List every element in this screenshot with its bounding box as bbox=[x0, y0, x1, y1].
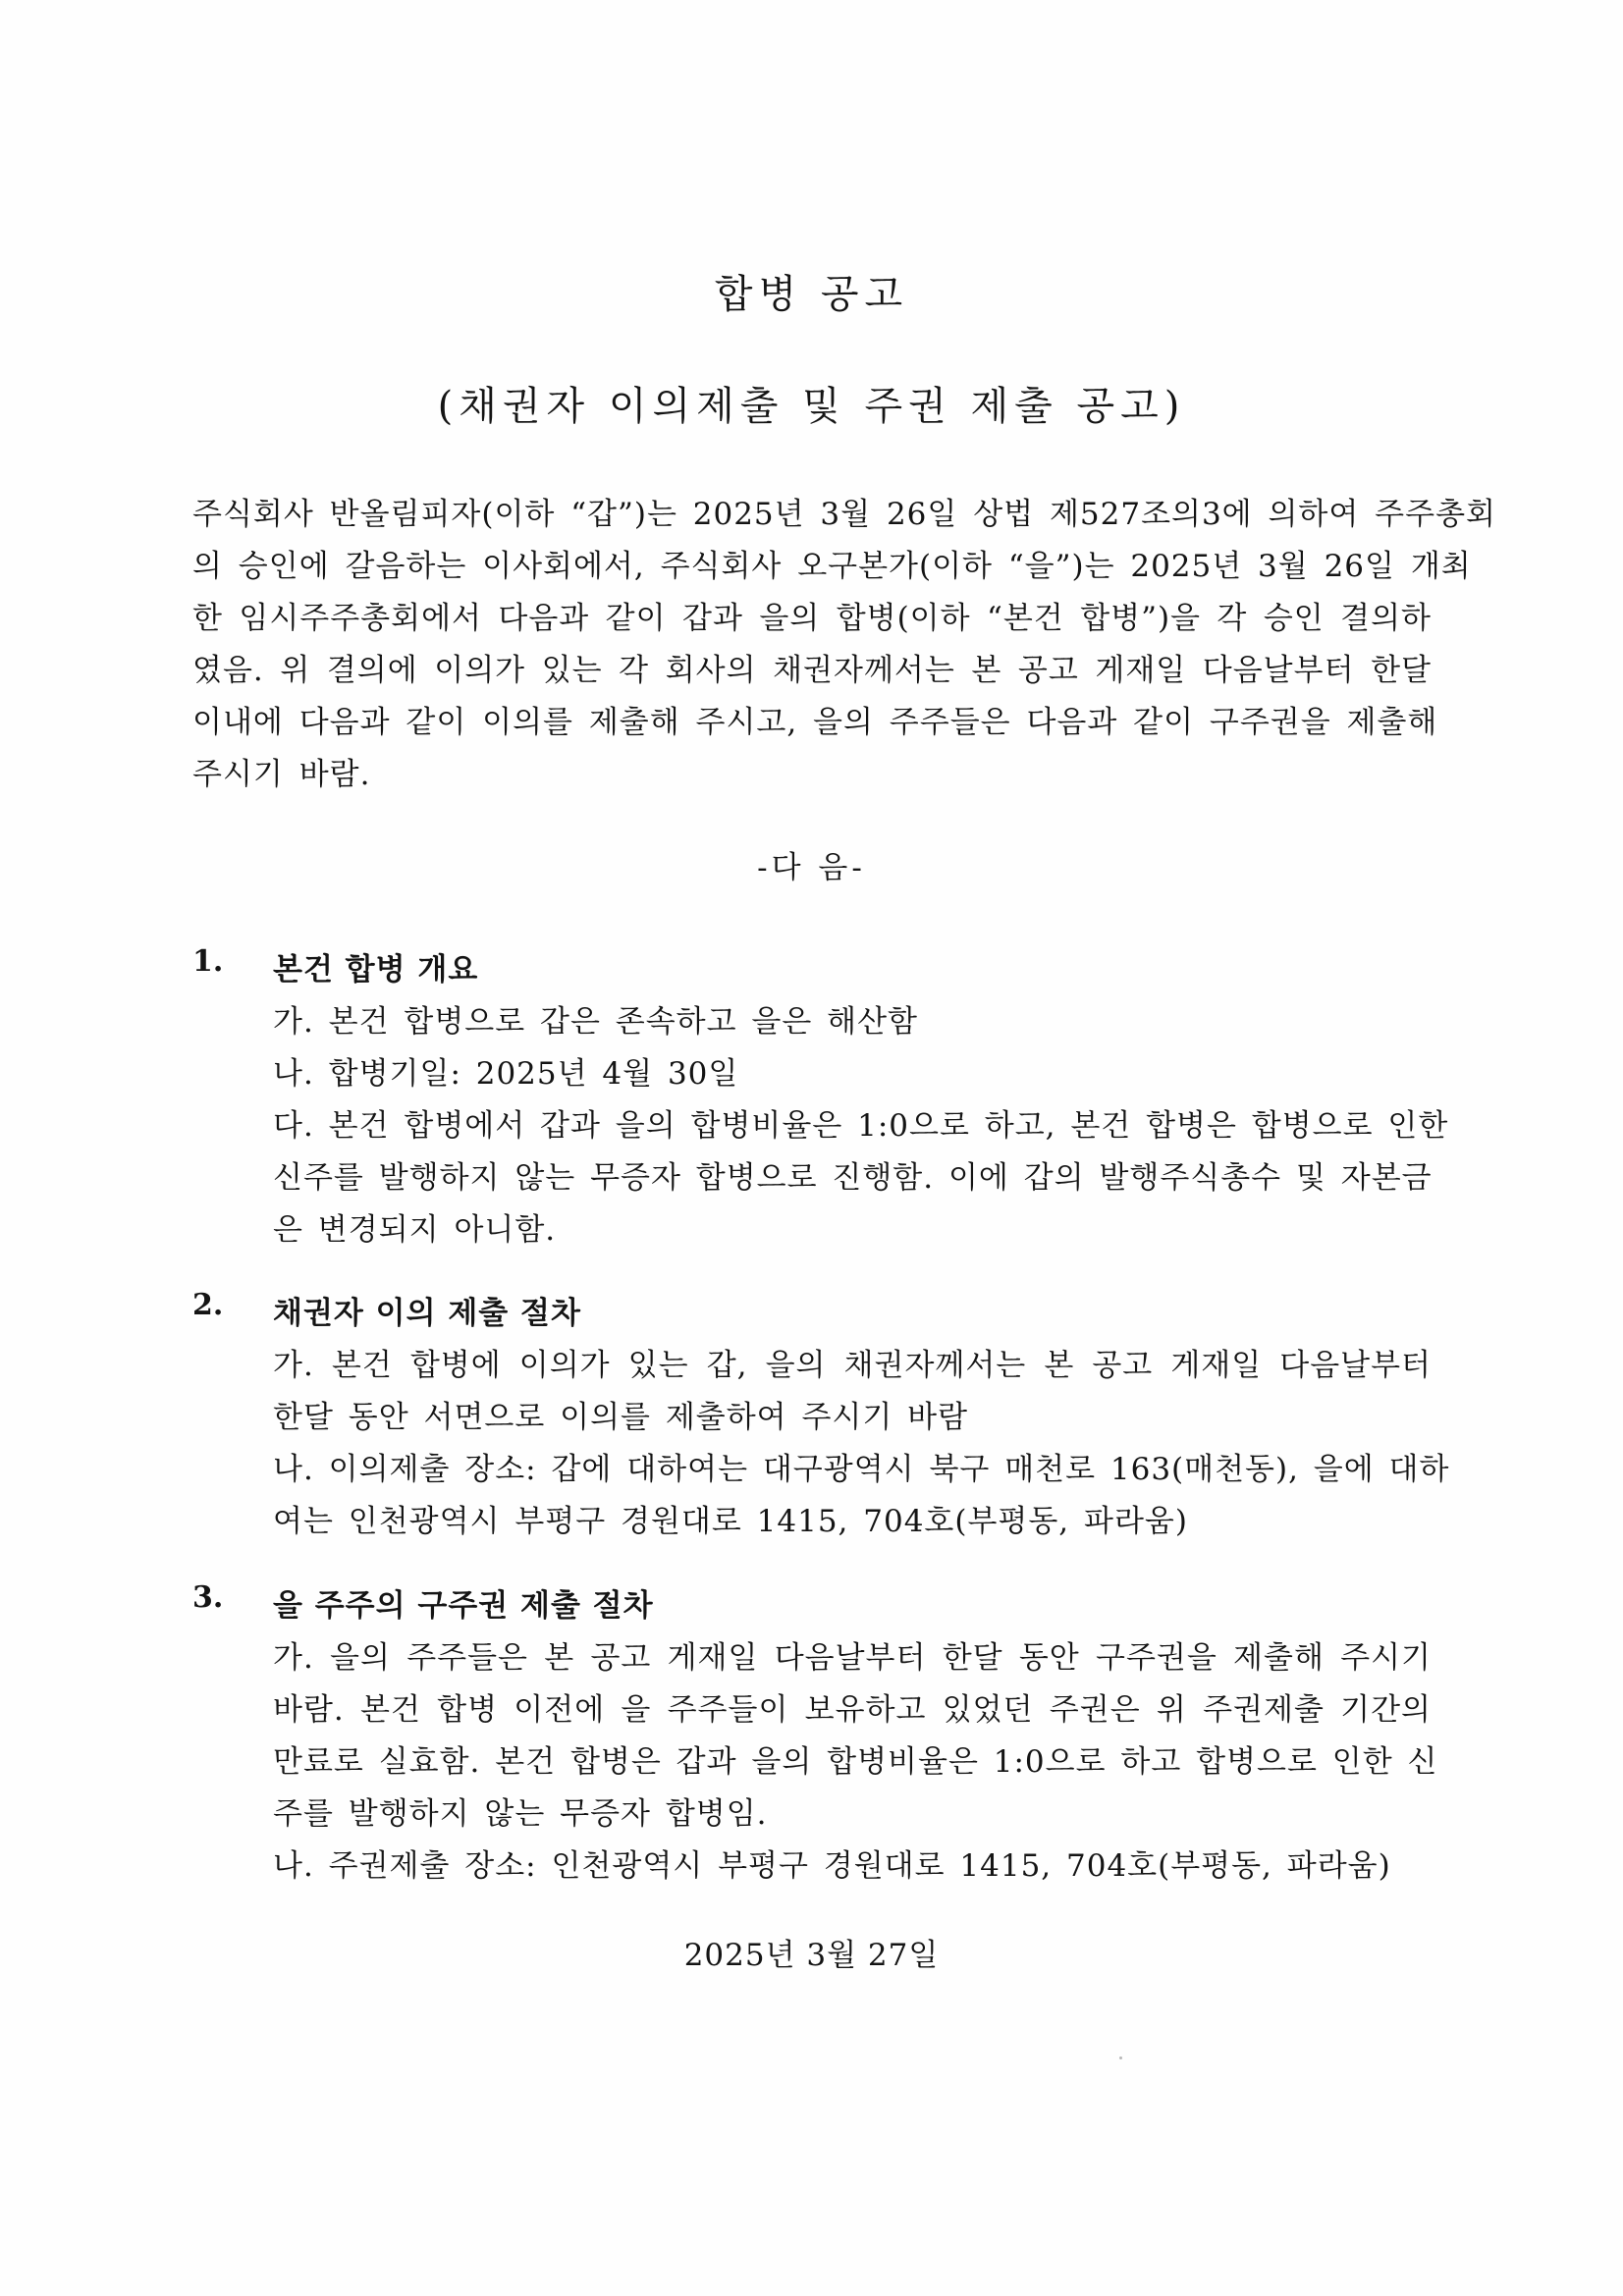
section-title: 채권자 이의 제출 절차 bbox=[273, 1296, 581, 1331]
section-line: 가. 을의 주주들은 본 공고 게재일 다음날부터 한달 동안 구주권을 제출해 주시기 bbox=[273, 1640, 1432, 1676]
intro-paragraph bbox=[192, 489, 1496, 801]
intro-line: 주식회사 반올림피자(이하 “갑”)는 2025년 3월 26일 상법 제527조의3에 의하여 주주총회 bbox=[192, 497, 1496, 532]
section-line: 한달 동안 서면으로 이의를 제출하여 주시기 바람 bbox=[273, 1400, 969, 1435]
section-line: 나. 이의제출 장소: 갑에 대하여는 대구광역시 북구 매천로 163(매천동), 을에 대하 bbox=[273, 1452, 1450, 1487]
section-line: 가. 본건 합병으로 갑은 존속하고 을은 해산함 bbox=[273, 1004, 919, 1040]
section-line: 은 변경되지 아니함. bbox=[273, 1212, 557, 1248]
section-body bbox=[273, 1340, 1450, 1548]
intro-line: 의 승인에 갈음하는 이사회에서, 주식회사 오구본가(이하 “을”)는 2025년 3월 26일 개최 bbox=[192, 549, 1472, 584]
intro-line: 이내에 다음과 같이 이의를 제출해 주시고, 을의 주주들은 다음과 같이 구주권을 제출해 bbox=[192, 705, 1438, 740]
intro-line: 한 임시주주총회에서 다음과 같이 갑과 을의 합병(이하 “본건 합병”)을 각 승인 결의하 bbox=[192, 601, 1432, 636]
intro-line: 주시기 바람. bbox=[192, 757, 371, 792]
section-line: 신주를 발행하지 않는 무증자 합병으로 진행함. 이에 갑의 발행주식총수 및 자본금 bbox=[273, 1160, 1433, 1196]
section-line: 만료로 실효함. 본건 합병은 갑과 을의 합병비율은 1:0으로 하고 합병으로 인한 신 bbox=[273, 1744, 1438, 1780]
details-heading: -다 음- bbox=[757, 850, 866, 885]
section-body bbox=[273, 1632, 1438, 1893]
section-line: 주를 발행하지 않는 무증자 합병임. bbox=[273, 1796, 768, 1832]
section-number: 2. bbox=[192, 1288, 224, 1322]
section-line: 여는 인천광역시 부평구 경원대로 1415, 704호(부평동, 파라움) bbox=[273, 1504, 1188, 1539]
notice-date: 2025년 3월 27일 bbox=[683, 1938, 940, 1973]
section-number: 1. bbox=[192, 944, 224, 979]
document-title: 합병 공고 bbox=[714, 272, 909, 317]
section-body bbox=[273, 996, 1449, 1256]
section-line: 바람. 본건 합병 이전에 을 주주들이 보유하고 있었던 주권은 위 주권제출 기간의 bbox=[273, 1692, 1432, 1728]
section-number: 3. bbox=[192, 1580, 224, 1615]
section-line: 나. 주권제출 장소: 인천광역시 부평구 경원대로 1415, 704호(부평동, 파라움) bbox=[273, 1848, 1391, 1884]
section-line: 가. 본건 합병에 이의가 있는 갑, 을의 채권자께서는 본 공고 게재일 다음날부터 bbox=[273, 1348, 1432, 1383]
section-title: 본건 합병 개요 bbox=[273, 952, 479, 988]
scan-speck bbox=[1119, 2056, 1122, 2059]
document-subtitle: (채권자 이의제출 및 주권 제출 공고) bbox=[437, 384, 1186, 429]
section-line: 나. 합병기일: 2025년 4월 30일 bbox=[273, 1056, 739, 1092]
section-title: 을 주주의 구주권 제출 절차 bbox=[273, 1588, 654, 1624]
intro-line: 였음. 위 결의에 이의가 있는 각 회사의 채권자께서는 본 공고 게재일 다음날부터 한달 bbox=[192, 653, 1432, 688]
section-line: 다. 본건 합병에서 갑과 을의 합병비율은 1:0으로 하고, 본건 합병은 합병으로 인한 bbox=[273, 1108, 1449, 1144]
